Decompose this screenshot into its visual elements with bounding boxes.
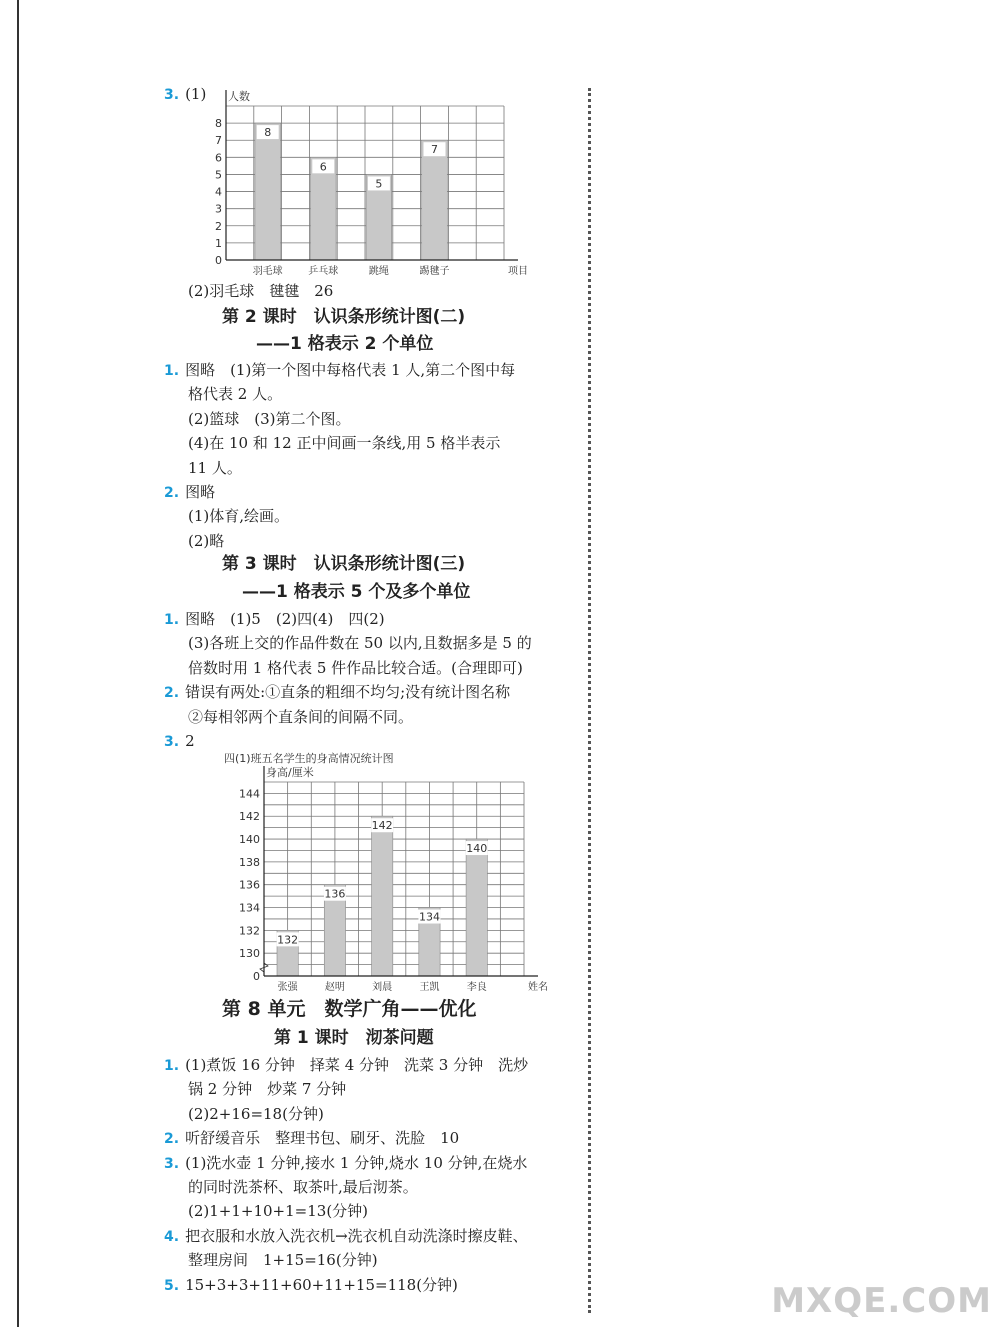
column-divider bbox=[588, 88, 591, 1313]
question-number: 5. bbox=[164, 1277, 180, 1294]
lesson1-title: 第 1 课时 沏茶问题 bbox=[274, 1028, 434, 1048]
answer-line bbox=[164, 457, 242, 479]
answer-text: (2)篮球 (3)第二个图。 bbox=[188, 409, 351, 428]
answer-line bbox=[164, 1249, 378, 1271]
answer-text: 倍数时用 1 格代表 5 件作品比较合适。(合理即可) bbox=[188, 658, 523, 677]
y-tick-label: 2 bbox=[215, 219, 222, 233]
answer-text: 错误有两处:①直条的粗细不均匀;没有统计图名称 bbox=[185, 683, 511, 702]
answer-text: 11 人。 bbox=[188, 458, 242, 477]
x-tick-label: 王凯 bbox=[419, 982, 440, 993]
answer-text: 15+3+3+11+60+11+15=118(分钟) bbox=[185, 1275, 458, 1294]
answer-text: (3)各班上交的作品件数在 50 以内,且数据多是 5 的 bbox=[188, 634, 532, 653]
y-tick-label: 7 bbox=[215, 134, 222, 148]
q3-number: 3. bbox=[164, 87, 180, 103]
chart-height-bar bbox=[224, 750, 584, 995]
y-tick-label: 4 bbox=[215, 185, 222, 199]
page-left-rule bbox=[17, 0, 19, 1327]
y-zero-label: 0 bbox=[253, 970, 260, 983]
answer-text: 把衣服和水放入洗衣机→洗衣机自动洗涤时擦皮鞋、 bbox=[185, 1226, 528, 1245]
x-tick-label: 李良 bbox=[466, 982, 487, 993]
answer-line bbox=[164, 432, 500, 454]
bar-data-label: 136 bbox=[324, 887, 346, 901]
x-tick-label: 赵明 bbox=[324, 982, 345, 993]
answer-line bbox=[164, 1054, 528, 1077]
y-tick-label: 0 bbox=[215, 254, 222, 267]
answer-text: 的同时洗茶杯、取茶叶,最后沏茶。 bbox=[188, 1178, 418, 1196]
answer-line bbox=[164, 359, 515, 382]
y-tick-label: 134 bbox=[239, 901, 260, 915]
y-axis-label: 身高/厘米 bbox=[266, 766, 314, 779]
answer-text: (1)煮饭 16 分钟 择菜 4 分钟 洗菜 3 分钟 洗炒 bbox=[185, 1056, 529, 1074]
question-number: 1. bbox=[164, 612, 180, 628]
answer-text: (1)洗水壶 1 分钟,接水 1 分钟,烧水 10 分钟,在烧水 bbox=[185, 1153, 528, 1172]
answer-text: (2)2+16=18(分钟) bbox=[188, 1104, 324, 1123]
y-tick-label: 136 bbox=[239, 878, 260, 892]
answer-line bbox=[164, 1200, 368, 1222]
bar bbox=[422, 140, 448, 260]
x-tick-label: 跳绳 bbox=[368, 266, 389, 277]
answer-line bbox=[164, 1176, 418, 1198]
answer-text: 图略 (1)第一个图中每格代表 1 人,第二个图中每 bbox=[185, 361, 516, 379]
answer-line bbox=[164, 657, 523, 679]
lesson2-title: 第 2 课时 认识条形统计图(二) bbox=[222, 307, 466, 327]
watermark-logo: MXQE.COM bbox=[771, 1281, 992, 1321]
y-tick-label: 132 bbox=[239, 924, 260, 938]
answer-text: 听舒缓音乐 整理书包、刷牙、洗脸 10 bbox=[185, 1129, 460, 1148]
answer-text: 格代表 2 人。 bbox=[188, 385, 283, 404]
question-number: 2. bbox=[164, 1131, 180, 1148]
answer-text: 整理房间 1+15=16(分钟) bbox=[188, 1251, 378, 1270]
question-number: 3. bbox=[164, 1155, 180, 1172]
y-tick-label: 140 bbox=[239, 833, 260, 847]
answer-line bbox=[164, 1078, 346, 1100]
answer-text: 锅 2 分钟 炒菜 7 分钟 bbox=[188, 1080, 347, 1099]
answer-line bbox=[164, 1274, 458, 1297]
answer-line bbox=[164, 1152, 527, 1175]
lesson2-subtitle: ——1 格表示 2 个单位 bbox=[256, 334, 434, 354]
answer-line bbox=[164, 505, 289, 527]
y-tick-label: 3 bbox=[215, 202, 222, 216]
bar-data-label: 5 bbox=[375, 177, 383, 191]
y-tick-label: 5 bbox=[215, 168, 222, 182]
chart1-answer: (2)羽毛球 毽毽 26 bbox=[188, 282, 334, 300]
answer-line bbox=[164, 706, 413, 728]
y-axis-label: 人数 bbox=[228, 90, 250, 103]
bar-data-label: 140 bbox=[466, 842, 488, 856]
bar-data-label: 142 bbox=[371, 819, 393, 833]
unit8-title: 第 8 单元 数学广角——优化 bbox=[222, 998, 477, 1020]
x-tick-label: 刘晨 bbox=[372, 982, 393, 993]
x-tick-label: 羽毛球 bbox=[252, 266, 283, 277]
answer-line bbox=[164, 530, 224, 552]
x-tick-label: 张强 bbox=[277, 982, 298, 993]
answer-text: 图略 (1)5 (2)四(4) 四(2) bbox=[185, 610, 385, 628]
answer-line bbox=[164, 481, 215, 504]
question-number: 2. bbox=[164, 685, 180, 702]
y-tick-label: 142 bbox=[239, 810, 260, 824]
answer-text: 图略 bbox=[185, 483, 216, 501]
answer-line bbox=[164, 608, 385, 631]
bar-data-label: 6 bbox=[319, 160, 327, 174]
x-axis-label: 姓名 bbox=[528, 982, 548, 993]
question-number: 3. bbox=[164, 734, 180, 750]
chart-title: 四(1)班五名学生的身高情况统计图 bbox=[224, 752, 394, 765]
lesson3-title: 第 3 课时 认识条形统计图(三) bbox=[222, 554, 466, 574]
answer-text: ②每相邻两个直条间的间隔不同。 bbox=[188, 707, 414, 726]
bar bbox=[372, 816, 393, 976]
answer-text: 2 bbox=[185, 732, 195, 750]
y-tick-label: 8 bbox=[215, 117, 222, 131]
question-number: 4. bbox=[164, 1228, 180, 1245]
question-number: 1. bbox=[164, 1058, 180, 1074]
answer-line bbox=[164, 1225, 528, 1248]
answer-text: (2)1+1+10+1=13(分钟) bbox=[188, 1202, 369, 1221]
y-tick-label: 130 bbox=[239, 947, 260, 961]
answer-text: (4)在 10 和 12 正中间画一条线,用 5 格半表示 bbox=[188, 434, 501, 453]
y-tick-label: 138 bbox=[239, 855, 260, 869]
q3-sub: (1) bbox=[185, 85, 207, 103]
question-number: 1. bbox=[164, 363, 180, 379]
bar-data-label: 134 bbox=[418, 910, 440, 924]
answer-line bbox=[164, 383, 282, 405]
y-tick-label: 1 bbox=[215, 236, 222, 250]
answer-line bbox=[164, 1103, 324, 1125]
lesson3-subtitle: ——1 格表示 5 个及多个单位 bbox=[242, 582, 471, 602]
bar bbox=[255, 123, 281, 260]
x-tick-label: 乒乓球 bbox=[308, 266, 339, 277]
x-axis-label: 项目 bbox=[508, 266, 528, 277]
bar-data-label: 7 bbox=[431, 143, 438, 157]
x-tick-label: 踢毽子 bbox=[419, 266, 450, 277]
answer-line bbox=[164, 730, 195, 753]
answer-text: (2)略 bbox=[188, 531, 225, 550]
q3-header bbox=[164, 83, 206, 106]
question-number: 2. bbox=[164, 485, 180, 501]
chart-sports-bar bbox=[204, 84, 544, 284]
answer-line bbox=[164, 1127, 459, 1150]
answer-line bbox=[164, 408, 351, 430]
answer-line bbox=[164, 681, 510, 704]
y-tick-label: 6 bbox=[215, 151, 222, 165]
bar-data-label: 8 bbox=[264, 126, 272, 140]
bar bbox=[466, 839, 487, 976]
answer-line bbox=[164, 632, 532, 654]
bar-data-label: 132 bbox=[277, 933, 299, 947]
y-tick-label: 144 bbox=[239, 787, 260, 801]
answer-text: (1)体育,绘画。 bbox=[188, 507, 290, 526]
